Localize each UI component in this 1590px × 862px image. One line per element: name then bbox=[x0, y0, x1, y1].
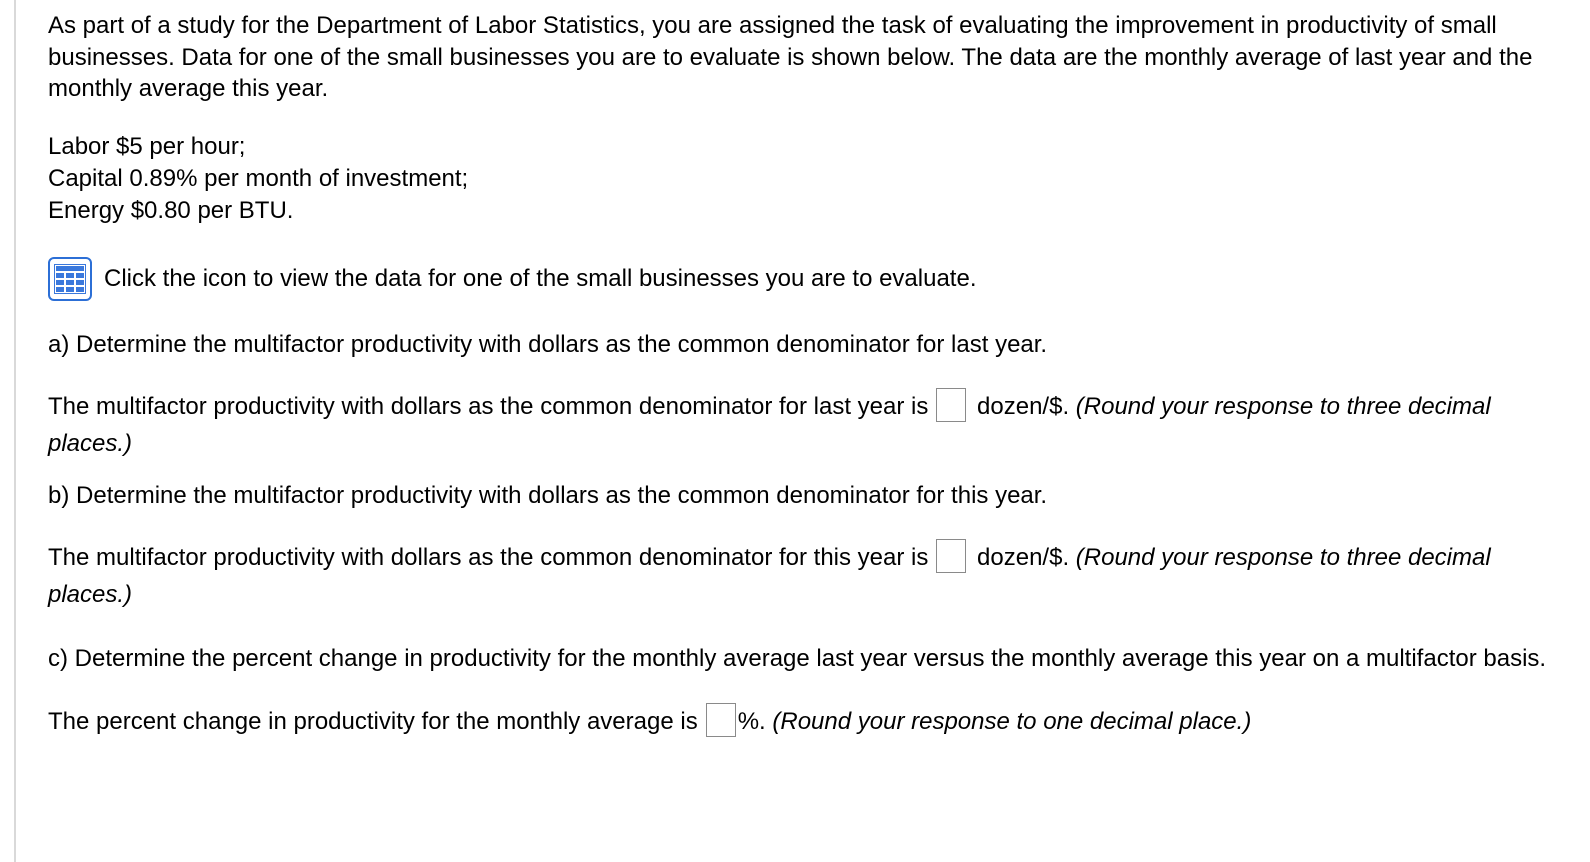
rate-labor: Labor $5 per hour; bbox=[48, 132, 246, 160]
part-b-answer-prefix: The multifactor productivity with dollars as the common denominator for this year is bbox=[48, 543, 929, 571]
part-c-answer-line bbox=[48, 703, 1568, 740]
part-c-answer-input[interactable] bbox=[706, 703, 736, 737]
part-b-answer-input[interactable] bbox=[936, 539, 966, 573]
part-c-unit: %. bbox=[737, 707, 766, 735]
part-a-answer-prefix: The multifactor productivity with dollars as the common denominator for last year is bbox=[48, 392, 929, 420]
part-a-unit: dozen/$. bbox=[977, 392, 1070, 420]
data-link-row bbox=[48, 256, 1568, 302]
data-link-text: Click the icon to view the data for one of the small businesses you are to evaluate. bbox=[104, 264, 977, 292]
part-a-hint: (Round your response to three decimal places.) bbox=[48, 392, 1491, 457]
part-c-hint: (Round your response to one decimal place.) bbox=[772, 707, 1252, 735]
table-grid-icon[interactable] bbox=[48, 257, 92, 301]
intro-paragraph: As part of a study for the Department of Labor Statistics, you are assigned the task of evaluating the improvement in productivity of small businesses. Data for one of the small businesses you are to evaluate is shown below. The data are the monthly average of last year and the monthly average this year. bbox=[48, 12, 1533, 102]
rate-energy: Energy $0.80 per BTU. bbox=[48, 196, 294, 224]
part-b-question: b) Determine the multifactor productivity with dollars as the common denominator for this year. bbox=[48, 481, 1048, 509]
rate-list bbox=[48, 131, 1568, 227]
part-c-answer-prefix: The percent change in productivity for the monthly average is bbox=[48, 707, 698, 735]
part-c-question: c) Determine the percent change in productivity for the monthly average last year versus the monthly average this year on a multifactor basis. bbox=[48, 644, 1547, 672]
left-border-rule bbox=[14, 0, 16, 862]
part-b-unit: dozen/$. bbox=[977, 543, 1070, 571]
part-b-hint: (Round your response to three decimal places.) bbox=[48, 543, 1491, 608]
question-content bbox=[48, 10, 1568, 740]
part-a-question: a) Determine the multifactor productivity with dollars as the common denominator for last year. bbox=[48, 330, 1048, 358]
part-b-answer-line bbox=[48, 539, 1568, 613]
part-a-answer-line bbox=[48, 388, 1568, 462]
rate-capital: Capital 0.89% per month of investment; bbox=[48, 164, 469, 192]
part-a-answer-input[interactable] bbox=[936, 388, 966, 422]
